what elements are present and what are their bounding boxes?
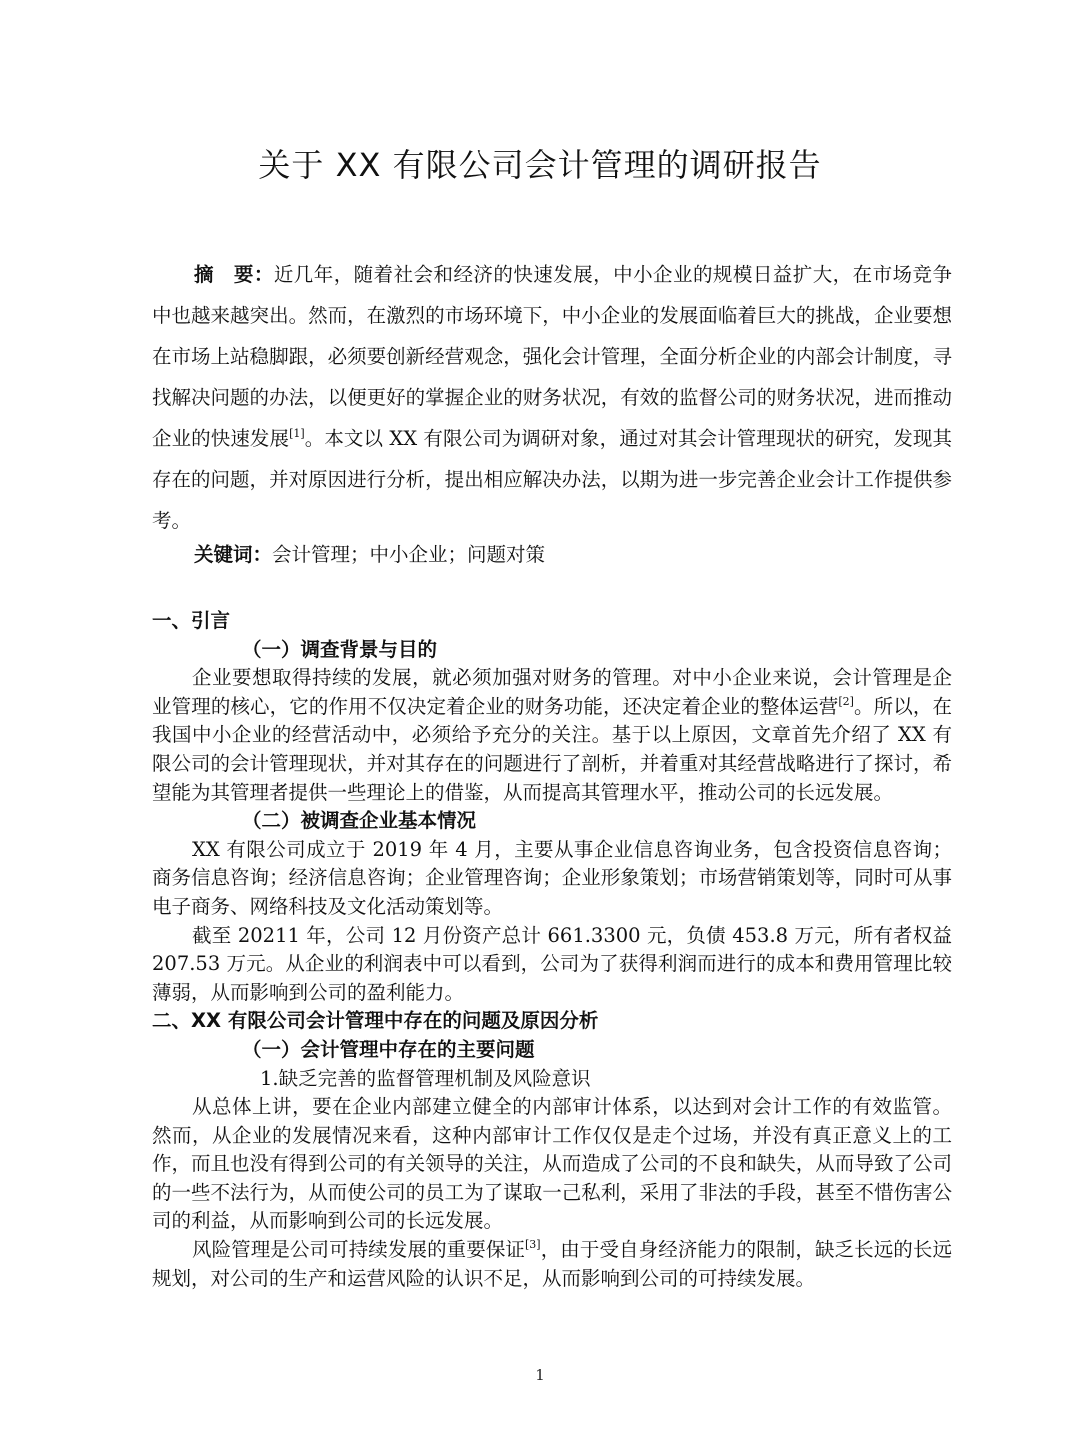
citation-2: [2] xyxy=(838,694,854,708)
keywords-text: 会计管理；中小企业；问题对策 xyxy=(272,543,546,566)
section-1-1-heading: （一）调查背景与目的 xyxy=(242,637,438,661)
section-2-1-1-heading: 1.缺乏完善的监督管理机制及风险意识 xyxy=(260,1066,591,1090)
section-1-2-heading: （二）被调查企业基本情况 xyxy=(242,809,477,833)
section-2-1-1-paragraph-1: 从总体上讲，要在企业内部建立健全的内部审计体系，以达到对会计工作的有效监管。然而，从企业的发展情况来看，这种内部审计工作仅仅是走个过场，并没有真正意义上的工作，而且也没有得到公司的有关领导的关注，从而造成了公司的不良和缺失，从而导致了公司的一些不法行为，从而使公司的员工为了谋取一己私利，采用了非法的手段，甚至不惜伤害公司的利益，从而影响到公司的长远发展。 xyxy=(152,1095,952,1233)
body-content xyxy=(152,607,952,1293)
keywords-label: 关键词： xyxy=(194,543,273,566)
abstract-label: 摘 要： xyxy=(194,263,274,286)
document-title: 关于 XX 有限公司会计管理的调研报告 xyxy=(258,146,822,184)
section-2-1-heading: （一）会计管理中存在的主要问题 xyxy=(242,1037,535,1061)
section-1-1-text-part2: 。所以，在我国中小企业的经营活动中，必须给予充分的关注。基于以上原因，文章首先介绍了 XX 有限公司的会计管理现状，并对其存在的问题进行了剖析，并着重对其经营战略进行了探讨，希望能为其管理者提供一些理论上的借鉴，从而提高其管理水平，推动公司的长远发展。 xyxy=(152,694,952,804)
citation-3: [3] xyxy=(525,1238,541,1252)
abstract-text-part1: 近几年，随着社会和经济的快速发展，中小企业的规模日益扩大，在市场竞争中也越来越突出。然而，在激烈的市场环境下，中小企业的发展面临着巨大的挑战，企业要想在市场上站稳脚跟，必须要创新经营观念，强化会计管理，全面分析企业的内部会计制度，寻找解决问题的办法，以便更好的掌握企业的财务状况，有效的监督公司的财务状况，进而推动企业的快速发展 xyxy=(152,263,952,450)
section-1-heading: 一、引言 xyxy=(152,609,231,632)
section-1-1-text-part1: 企业要想取得持续的发展，就必须加强对财务的管理。对中小企业来说，会计管理是企业管理的核心，它的作用不仅决定着企业的财务功能，还决定着企业的整体运营 xyxy=(152,666,952,718)
section-1-2-paragraph-2: 截至 20211 年，公司 12 月份资产总计 661.3300 元，负债 453.8 万元，所有者权益 207.53 万元。从企业的利润表中可以看到，公司为了获得利润而进行的成本和费用管理比较薄弱，从而影响到公司的盈利能力。 xyxy=(152,923,952,1004)
section-2-1-1-p2-text-part1: 风险管理是公司可持续发展的重要保证 xyxy=(192,1238,526,1262)
section-2-1-1-paragraph-2 xyxy=(152,1236,952,1293)
abstract-paragraph xyxy=(152,254,952,541)
abstract-citation: [1] xyxy=(289,427,305,440)
section-2-1-1-p2-text-part2: ，由于受自身经济能力的限制，缺乏长远的长远规划，对公司的生产和运营风险的认识不足，从而影响到公司的可持续发展。 xyxy=(152,1238,952,1290)
section-1-1-paragraph xyxy=(152,664,952,807)
section-1-2-paragraph-1: XX 有限公司成立于 2019 年 4 月，主要从事企业信息咨询业务，包含投资信息咨询；商务信息咨询；经济信息咨询；企业管理咨询；企业形象策划；市场营销策划等，同时可从事电子商务、网络科技及文化活动策划等。 xyxy=(152,837,952,918)
page-number: 1 xyxy=(535,1366,545,1384)
abstract-text-part2: 。本文以 XX 有限公司为调研对象，通过对其会计管理现状的研究，发现其存在的问题，并对原因进行分析，提出相应解决办法，以期为进一步完善企业会计工作提供参考。 xyxy=(152,427,952,532)
section-2-heading: 二、XX 有限公司会计管理中存在的问题及原因分析 xyxy=(152,1009,599,1033)
keywords-line xyxy=(194,540,954,570)
